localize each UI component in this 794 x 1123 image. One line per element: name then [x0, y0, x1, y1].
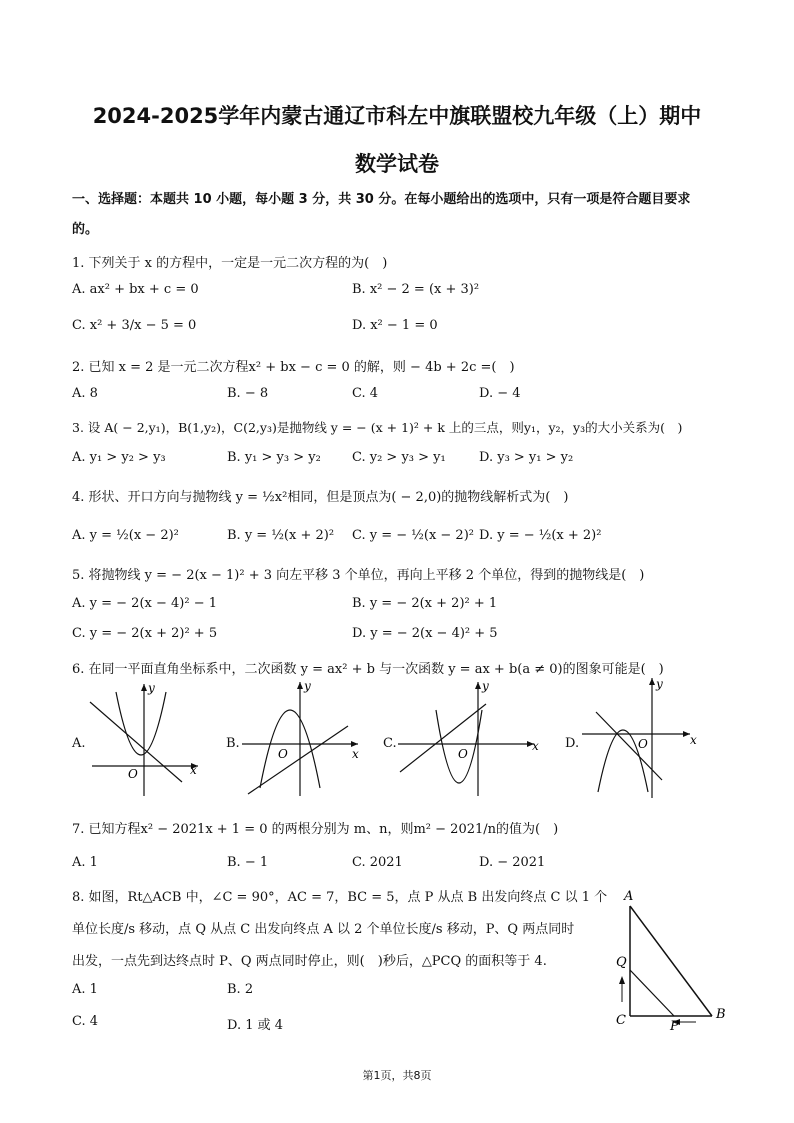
q2-option-c: C. 4: [352, 386, 379, 401]
q8-label-q: Q: [616, 955, 627, 970]
q6-graph-a: [86, 678, 206, 798]
q2-option-d: D. − 4: [479, 386, 521, 401]
q6-option-a: A.: [72, 736, 86, 751]
q4-stem: 4. 形状、开口方向与抛物线 y = ½x²相同，但是顶点为( − 2,0)的抛物线解析式为( ): [72, 490, 569, 505]
q3-option-b: B. y₁ > y₃ > y₂: [227, 450, 321, 465]
q5-option-a: A. y = − 2(x − 4)² − 1: [72, 596, 217, 611]
q6-option-d: D.: [565, 736, 580, 751]
q4-option-d: D. y = − ½(x + 2)²: [479, 528, 602, 543]
q3-option-c: C. y₂ > y₃ > y₁: [352, 450, 446, 465]
q8-line2: 单位长度/s 移动，点 Q 从点 C 出发向终点 A 以 2 个单位长度/s 移动，P、Q 两点同时: [72, 922, 575, 937]
q8-label-p: P: [670, 1019, 679, 1034]
q1-option-c: C. x² + 3/x − 5 = 0: [72, 318, 197, 333]
q6d-origin: O: [638, 737, 648, 751]
q4-option-a: A. y = ½(x − 2)²: [72, 528, 179, 543]
q8-option-c: C. 4: [72, 1014, 99, 1029]
q6-graph-d: [578, 674, 702, 800]
q5-option-b: B. y = − 2(x + 2)² + 1: [352, 596, 498, 611]
section-heading-cont: 的。: [72, 222, 99, 237]
q7-option-c: C. 2021: [352, 855, 403, 870]
q6d-x-label: x: [690, 733, 697, 747]
q3-option-a: A. y₁ > y₂ > y₃: [72, 450, 166, 465]
section-heading: 一、选择题：本题共 10 小题，每小题 3 分，共 30 分。在每小题给出的选项中，只有一项是符合题目要求: [72, 192, 691, 207]
q4-option-b: B. y = ½(x + 2)²: [227, 528, 335, 543]
q6c-y-label: y: [482, 679, 489, 693]
q3-stem: 3. 设 A( − 2,y₁)，B(1,y₂)，C(2,y₃)是抛物线 y = − (x + 1)² + k 上的三点，则y₁，y₂，y₃的大小关系为( ): [72, 420, 683, 435]
q5-option-c: C. y = − 2(x + 2)² + 5: [72, 626, 218, 641]
q6b-y-label: y: [304, 679, 311, 693]
page-title: 2024-2025学年内蒙古通辽市科左中旗联盟校九年级（上）期中: [92, 104, 702, 128]
q8-option-d: D. 1 或 4: [227, 1018, 284, 1033]
q6-graph-c: [394, 676, 544, 798]
q6d-y-label: y: [656, 677, 663, 691]
q8-option-a: A. 1: [72, 982, 98, 997]
q6-option-c: C.: [383, 736, 397, 751]
page-subtitle: 数学试卷: [355, 152, 439, 176]
q6a-x-label: x: [190, 763, 197, 777]
q6c-origin: O: [458, 747, 468, 761]
q6c-x-label: x: [532, 739, 539, 753]
q1-option-a: A. ax² + bx + c = 0: [72, 282, 199, 297]
q6b-x-label: x: [352, 747, 359, 761]
q7-stem: 7. 已知方程x² − 2021x + 1 = 0 的两根分别为 m、n，则m² − 2021/n的值为( ): [72, 822, 559, 837]
q7-option-a: A. 1: [72, 855, 98, 870]
q8-option-b: B. 2: [227, 982, 254, 997]
page-footer: 第1页，共8页: [362, 1069, 432, 1082]
q6-graph-b: [238, 676, 366, 798]
q2-stem: 2. 已知 x = 2 是一元二次方程x² + bx − c = 0 的解，则 − 4b + 2c =( ): [72, 360, 515, 375]
q7-option-b: B. − 1: [227, 855, 269, 870]
q5-option-d: D. y = − 2(x − 4)² + 5: [352, 626, 498, 641]
q4-option-c: C. y = − ½(x − 2)²: [352, 528, 474, 543]
q6b-origin: O: [278, 747, 288, 761]
q2-option-a: A. 8: [72, 386, 98, 401]
q1-option-b: B. x² − 2 = (x + 3)²: [352, 282, 480, 297]
q5-stem: 5. 将抛物线 y = − 2(x − 1)² + 3 向左平移 3 个单位，再向上平移 2 个单位，得到的抛物线是( ): [72, 568, 645, 583]
q8-triangle-figure: [608, 884, 738, 1034]
q8-line3: 出发，一点先到达终点时 P、Q 两点同时停止，则( )秒后，△PCQ 的面积等于 4.: [72, 954, 547, 969]
q8-label-a: A: [624, 889, 634, 904]
q6-stem: 6. 在同一平面直角坐标系中，二次函数 y = ax² + b 与一次函数 y = ax + b(a ≠ 0)的图象可能是( ): [72, 662, 664, 677]
q8-line1: 8. 如图，Rt△ACB 中，∠C = 90°，AC = 7，BC = 5，点 P 从点 B 出发向终点 C 以 1 个: [72, 890, 608, 905]
q6-option-b: B.: [226, 736, 240, 751]
q2-option-b: B. − 8: [227, 386, 269, 401]
q7-option-d: D. − 2021: [479, 855, 546, 870]
q1-stem: 1. 下列关于 x 的方程中，一定是一元二次方程的为( ): [72, 256, 388, 271]
q3-option-d: D. y₃ > y₁ > y₂: [479, 450, 574, 465]
q6a-origin: O: [128, 767, 138, 781]
q8-label-b: B: [716, 1007, 726, 1022]
q1-option-d: D. x² − 1 = 0: [352, 318, 438, 333]
q8-label-c: C: [616, 1013, 626, 1028]
q6a-y-label: y: [148, 681, 155, 695]
